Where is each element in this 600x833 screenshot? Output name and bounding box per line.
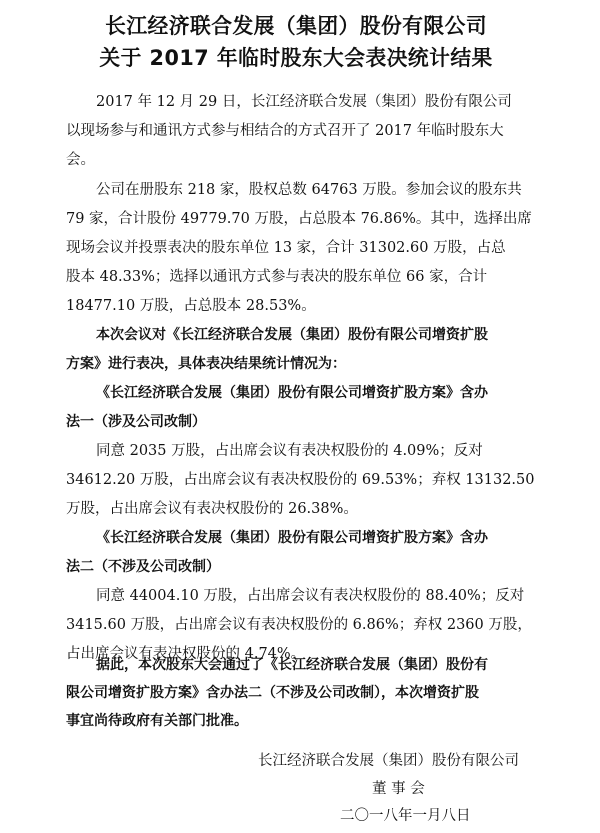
paragraph-1-line-1: 2017 年 12 月 29 日，长江经济联合发展（集团）股份有限公司 — [96, 94, 512, 110]
conclusion-line-1: 据此，本次股东大会通过了《长江经济联合发展（集团）股份有 — [96, 657, 488, 673]
signature-date: 二〇一八年一月八日 — [340, 808, 471, 824]
document-title-line-2: 关于 2017 年临时股东大会表决统计结果 — [99, 46, 493, 70]
signature-company: 长江经济联合发展（集团）股份有限公司 — [258, 753, 519, 769]
method-1-result-line-2: 34612.20 万股，占出席会议有表决权股份的 69.53%；弃权 13132.50 — [66, 472, 535, 488]
paragraph-2-line-4: 股本 48.33%；选择以通讯方式参与表决的股东单位 66 家，合计 — [66, 269, 488, 285]
method-2-heading-line-2: 法二（不涉及公司改制） — [66, 559, 220, 575]
method-1-result-line-3: 万股，占出席会议有表决权股份的 26.38%。 — [66, 501, 358, 517]
paragraph-1-line-2: 以现场参与和通讯方式参与相结合的方式召开了 2017 年临时股东大 — [66, 123, 504, 139]
paragraph-3-line-1: 本次会议对《长江经济联合发展（集团）股份有限公司增资扩股 — [96, 327, 488, 343]
paragraph-1-line-3: 会。 — [66, 152, 95, 168]
paragraph-2-line-3: 现场会议并投票表决的股东单位 13 家，合计 31302.60 万股，占总 — [66, 240, 506, 256]
paragraph-3-line-2: 方案》进行表决，具体表决结果统计情况为： — [66, 356, 346, 372]
method-2-result-line-2: 3415.60 万股，占出席会议有表决权股份的 6.86%；弃权 2360 万股， — [66, 617, 532, 633]
document-title-line-1: 长江经济联合发展（集团）股份有限公司 — [105, 14, 488, 38]
conclusion-line-3: 事宜尚待政府有关部门批准。 — [66, 713, 248, 729]
method-2-result-line-3: 占出席会议有表决权股份的 4.74%。 — [66, 646, 306, 662]
conclusion-line-2: 限公司增资扩股方案》含办法二（不涉及公司改制），本次增资扩股 — [66, 685, 479, 701]
paragraph-2-line-1: 公司在册股东 218 家，股权总数 64763 万股。参加会议的股东共 — [96, 182, 522, 198]
method-2-result-line-1: 同意 44004.10 万股，占出席会议有表决权股份的 88.40%；反对 — [96, 588, 525, 604]
signature-board: 董 事 会 — [372, 781, 425, 797]
paragraph-2-line-2: 79 家，合计股份 49779.70 万股，占总股本 76.86%。其中，选择出席 — [66, 211, 532, 227]
method-1-result-line-1: 同意 2035 万股，占出席会议有表决权股份的 4.09%；反对 — [96, 443, 483, 459]
method-2-heading-line-1: 《长江经济联合发展（集团）股份有限公司增资扩股方案》含办 — [96, 530, 488, 546]
method-1-heading-line-1: 《长江经济联合发展（集团）股份有限公司增资扩股方案》含办 — [96, 385, 488, 401]
method-1-heading-line-2: 法一（涉及公司改制） — [66, 414, 206, 430]
paragraph-2-line-5: 18477.10 万股，占总股本 28.53%。 — [66, 298, 316, 314]
